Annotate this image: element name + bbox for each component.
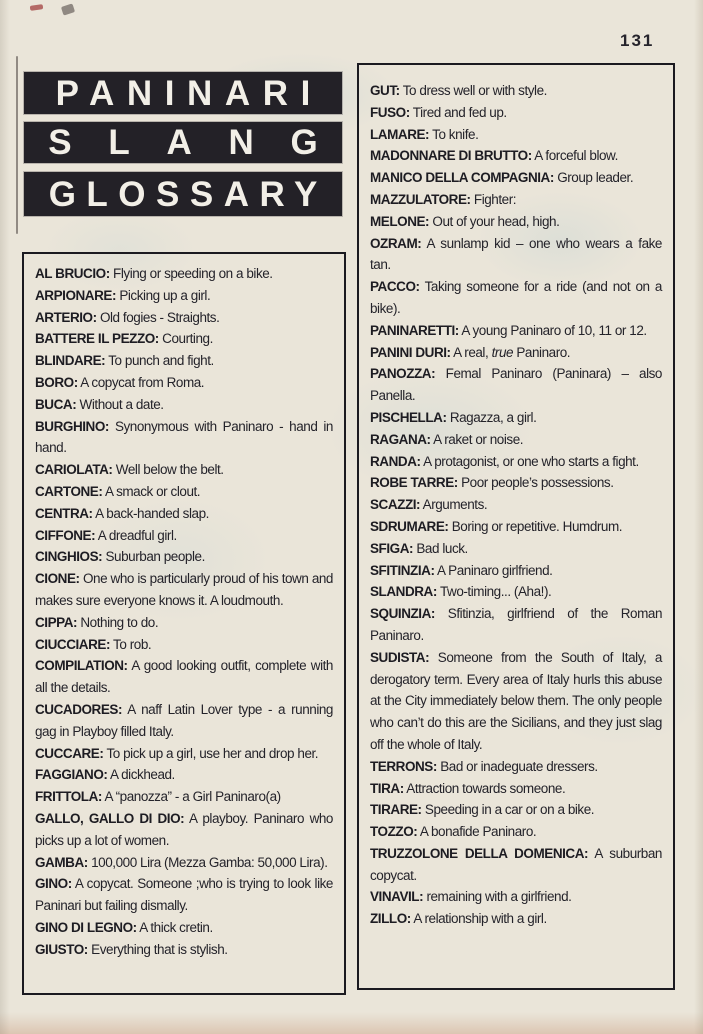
glossary-definition: Tired and fed up. — [409, 104, 507, 120]
title-bar-paninari — [24, 72, 342, 114]
glossary-entry — [35, 328, 333, 350]
glossary-entry — [370, 581, 662, 603]
glossary-term: RANDA: — [370, 453, 421, 469]
glossary-definition: Without a date. — [76, 396, 164, 412]
glossary-term: ARTERIO: — [35, 309, 97, 325]
glossary-term: PANINARETTI: — [370, 322, 459, 338]
glossary-term: FUSO: — [370, 104, 410, 120]
glossary-term: GAMBA: — [35, 854, 88, 870]
glossary-entry — [370, 451, 662, 473]
glossary-entry — [35, 568, 333, 612]
glossary-term: BORO: — [35, 374, 78, 390]
glossary-definition: Group leader. — [553, 170, 634, 186]
glossary-entry — [370, 603, 662, 647]
glossary-entry — [35, 852, 333, 874]
glossary-term: ARPIONARE: — [35, 287, 117, 303]
glossary-term: CENTRA: — [35, 505, 93, 521]
glossary-term: BATTERE IL PEZZO: — [35, 331, 159, 347]
glossary-entry — [370, 843, 662, 887]
glossary-term: TIRA: — [370, 780, 404, 796]
glossary-entry — [370, 472, 662, 494]
glossary-entry — [35, 285, 333, 307]
glossary-right-column — [357, 63, 675, 990]
title-block — [24, 72, 355, 216]
glossary-term: GUT: — [370, 83, 400, 98]
glossary-entry — [35, 612, 333, 634]
glossary-term: SFIGA: — [370, 540, 414, 556]
glossary-term: MELONE: — [370, 213, 430, 229]
glossary-definition: A suburban copycat. — [370, 845, 662, 883]
title-line-3: GLOSSARY — [48, 174, 328, 214]
glossary-definition: A bonafide Paninaro. — [417, 824, 537, 840]
glossary-entry — [370, 102, 662, 124]
glossary-entry — [370, 494, 662, 516]
glossary-definition: A “panozza” - a Girl Paninaro(a) — [101, 789, 281, 805]
glossary-term: MANICO DELLA COMPAGNIA: — [370, 170, 554, 186]
glossary-definition: To pick up a girl, use her and drop her. — [103, 745, 319, 761]
glossary-definition: To rob. — [110, 636, 152, 652]
glossary-term: ROBE TARRE: — [370, 475, 458, 491]
glossary-entry — [370, 407, 662, 429]
glossary-term: PANOZZA: — [370, 366, 436, 382]
glossary-definition: Flying or speeding on a bike. — [109, 266, 273, 281]
glossary-term: CIPPA: — [35, 614, 78, 630]
glossary-term: OZRAM: — [370, 235, 422, 251]
glossary-definition: Attraction towards someone. — [403, 780, 566, 796]
glossary-term: BUCA: — [35, 396, 77, 412]
glossary-term: CIFFONE: — [35, 527, 96, 543]
glossary-entry — [370, 276, 662, 320]
glossary-definition: Two-timing... (Aha!). — [436, 584, 552, 600]
scan-crease-line — [16, 56, 18, 234]
glossary-definition: A copycat. Someone ;who is trying to look like Paninari but failing dismally. — [35, 876, 333, 914]
glossary-term: SUDISTA: — [370, 649, 430, 665]
ink-speck-red — [30, 4, 44, 11]
glossary-definition: Everything that is stylish. — [87, 941, 228, 957]
glossary-entry — [370, 516, 662, 538]
glossary-term: MADONNARE DI BRUTTO: — [370, 148, 532, 164]
title-line-1: PANINARI — [55, 73, 323, 113]
glossary-definition: To dress well or with style. — [399, 83, 547, 98]
glossary-entry — [370, 233, 662, 277]
glossary-term: FRITTOLA: — [35, 789, 102, 805]
glossary-entry — [35, 939, 333, 961]
glossary-entry — [370, 821, 662, 843]
glossary-definition: One who is particularly proud of his town and makes sure everyone knows it. A loudmouth. — [35, 571, 333, 608]
glossary-entry — [35, 655, 333, 699]
glossary-entry — [35, 350, 333, 372]
glossary-definition: Arguments. — [420, 497, 488, 513]
glossary-definition: Fighter: — [470, 191, 517, 207]
glossary-definition: Boring or repetitive. Humdrum. — [448, 518, 623, 534]
glossary-definition: A raket or noise. — [430, 431, 524, 447]
glossary-entry — [370, 908, 662, 930]
glossary-entry — [35, 634, 333, 656]
glossary-entry — [35, 481, 333, 503]
glossary-entry — [370, 363, 662, 407]
glossary-entry — [370, 320, 662, 342]
glossary-term: CARIOLATA: — [35, 462, 113, 478]
glossary-entry — [35, 503, 333, 525]
glossary-term: SLANDRA: — [370, 584, 437, 600]
glossary-entry — [370, 560, 662, 582]
glossary-term: FAGGIANO: — [35, 767, 108, 783]
glossary-term: SCAZZI: — [370, 497, 421, 513]
glossary-term: CUCCARE: — [35, 745, 104, 761]
glossary-entry — [370, 80, 662, 102]
glossary-term: VINAVIL: — [370, 889, 424, 905]
glossary-entry — [370, 429, 662, 451]
glossary-definition: Old fogies - Straights. — [96, 309, 220, 325]
glossary-definition: Taking someone for a ride (and not on a bike). — [370, 279, 662, 316]
glossary-definition: Nothing to do. — [77, 614, 159, 630]
glossary-entry — [35, 263, 333, 285]
glossary-definition: A good looking outfit, complete with all the details. — [35, 658, 333, 696]
glossary-definition: To knife. — [429, 126, 479, 142]
glossary-term: PANINI DURI: — [370, 344, 451, 360]
glossary-entry — [370, 167, 662, 189]
glossary-definition: A forceful blow. — [531, 148, 618, 164]
glossary-term: GINO: — [35, 876, 72, 892]
glossary-term: TIRARE: — [370, 802, 422, 818]
glossary-term: CUCADORES: — [35, 701, 123, 717]
glossary-definition: Out of your head, high. — [429, 213, 560, 229]
glossary-entry — [370, 778, 662, 800]
glossary-definition: A young Paninaro of 10, 11 or 12. — [458, 322, 647, 338]
glossary-entry — [35, 394, 333, 416]
glossary-entry — [35, 546, 333, 568]
glossary-term: ZILLO: — [370, 911, 411, 927]
glossary-entry — [35, 699, 333, 743]
glossary-definition: A thick cretin. — [136, 919, 213, 935]
glossary-definition: A copycat from Roma. — [77, 374, 205, 390]
glossary-entry — [370, 647, 662, 756]
glossary-term: CARTONE: — [35, 483, 103, 499]
glossary-term: CIUCCIARE: — [35, 636, 110, 652]
title-bar-slang — [24, 122, 355, 163]
glossary-entry — [370, 189, 662, 211]
title-bar-glossary — [24, 172, 342, 216]
glossary-entry — [35, 372, 333, 394]
glossary-definition: Picking up a girl. — [116, 287, 211, 303]
glossary-entry — [35, 786, 333, 808]
glossary-entry — [370, 145, 662, 167]
glossary-entry — [35, 307, 333, 329]
glossary-entry — [35, 764, 333, 786]
glossary-definition: A naff Latin Lover type - a running gag in Playboy filled Italy. — [35, 701, 333, 739]
glossary-definition: A relationship with a girl. — [410, 911, 547, 927]
glossary-definition: Bad or inadeguate dressers. — [436, 758, 598, 774]
glossary-term: SQUINZIA: — [370, 606, 435, 622]
glossary-definition: Femal Paninaro (Paninara) – also Panella. — [370, 366, 662, 404]
glossary-definition: A dickhead. — [107, 767, 175, 783]
glossary-definition: Sfitinzia, girlfriend of the Roman Paninaro. — [370, 606, 662, 643]
glossary-entry — [35, 525, 333, 547]
glossary-term: LAMARE: — [370, 126, 430, 142]
glossary-entry — [370, 124, 662, 146]
glossary-term: RAGANA: — [370, 431, 431, 447]
glossary-definition: Poor people’s possessions. — [457, 475, 614, 491]
glossary-term: GINO DI LEGNO: — [35, 919, 137, 935]
glossary-entry — [35, 873, 333, 917]
glossary-entry — [370, 799, 662, 821]
glossary-definition: Ragazza, a girl. — [446, 409, 537, 425]
glossary-term: TERRONS: — [370, 758, 437, 774]
glossary-definition: A real, true Paninaro. — [450, 344, 571, 360]
glossary-term: COMPILATION: — [35, 658, 128, 674]
glossary-entry — [35, 743, 333, 765]
glossary-term: TRUZZOLONE DELLA DOMENICA: — [370, 845, 589, 861]
glossary-definition: Speeding in a car or on a bike. — [421, 802, 595, 818]
glossary-definition: 100,000 Lira (Mezza Gamba: 50,000 Lira). — [87, 854, 328, 870]
glossary-definition: A dreadful girl. — [95, 527, 177, 543]
glossary-term: SDRUMARE: — [370, 518, 449, 534]
glossary-term: BURGHINO: — [35, 418, 109, 434]
glossary-entry — [370, 342, 662, 364]
title-line-2: SLANG — [48, 123, 355, 162]
glossary-definition: A Paninaro girlfriend. — [434, 562, 553, 578]
glossary-definition: Courting. — [158, 331, 213, 347]
glossary-definition: A smack or clout. — [102, 483, 201, 499]
glossary-entry — [370, 211, 662, 233]
glossary-term: AL BRUCIO: — [35, 266, 110, 281]
glossary-definition: A playboy. Paninaro who picks up a lot of women. — [35, 810, 333, 848]
glossary-term: CIONE: — [35, 571, 80, 587]
glossary-entry — [35, 459, 333, 481]
glossary-left-column — [22, 252, 346, 995]
glossary-entry — [370, 886, 662, 908]
glossary-definition: A back-handed slap. — [92, 505, 209, 521]
glossary-term: SFITINZIA: — [370, 562, 435, 578]
glossary-entry — [370, 538, 662, 560]
glossary-definition: Bad luck. — [413, 540, 468, 556]
glossary-term: BLINDARE: — [35, 353, 106, 369]
glossary-term: PISCHELLA: — [370, 409, 447, 425]
glossary-term: TOZZO: — [370, 824, 418, 840]
glossary-definition: Synonymous with Paninaro - hand in hand. — [35, 418, 333, 456]
ink-speck-gray — [61, 3, 75, 15]
glossary-definition: Someone from the South of Italy, a derogatory term. Every area of Italy hurls this abuse at the City immediately below them. The only people who can’t do this are the Sicilians, and they just slag off the whole of Italy. — [370, 649, 662, 752]
glossary-term: CINGHIOS: — [35, 549, 103, 565]
glossary-term: PACCO: — [370, 279, 420, 295]
glossary-term: MAZZULATORE: — [370, 191, 471, 207]
glossary-definition: A protagonist, or one who starts a fight. — [420, 453, 639, 469]
glossary-definition: A sunlamp kid – one who wears a fake tan. — [370, 235, 662, 273]
glossary-entry — [35, 416, 333, 460]
glossary-entry — [370, 756, 662, 778]
glossary-definition: To punch and fight. — [105, 353, 214, 369]
glossary-definition: remaining with a girlfriend. — [423, 889, 572, 905]
glossary-term: GIUSTO: — [35, 941, 88, 957]
glossary-entry — [35, 808, 333, 852]
glossary-definition: Suburban people. — [102, 549, 205, 565]
glossary-term: GALLO, GALLO DI DIO: — [35, 810, 185, 826]
glossary-definition: Well below the belt. — [112, 462, 224, 478]
glossary-entry — [35, 917, 333, 939]
page-number: 131 — [620, 31, 655, 50]
